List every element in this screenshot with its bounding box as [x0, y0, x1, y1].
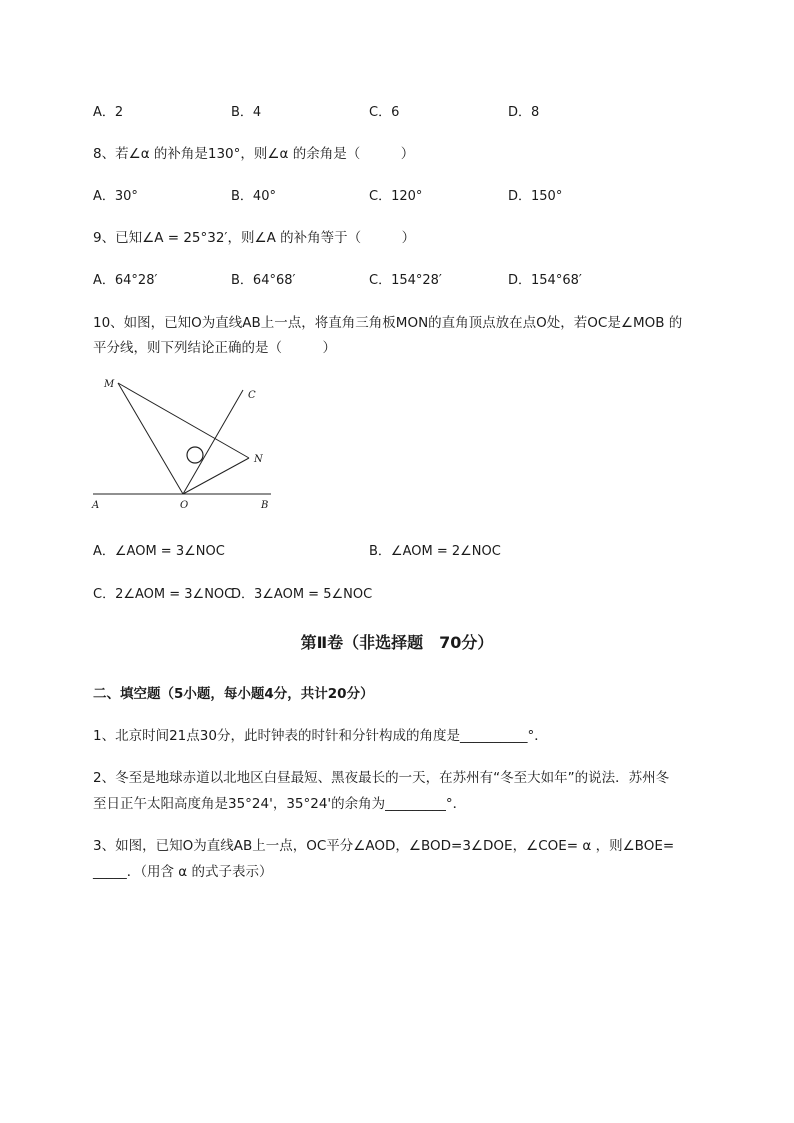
line-mn	[118, 383, 249, 458]
label-m: M	[104, 379, 115, 390]
q10-text-line2: 平分线，则下列结论正确的是（ ）	[93, 340, 336, 356]
q9-option-a: A．64°28′	[93, 273, 158, 288]
q7-option-b: B．4	[231, 105, 262, 120]
q10-option-b: B．∠AOM = 2∠NOC	[369, 544, 501, 559]
q8-option-b: B．40°	[231, 189, 276, 204]
part2-title: 第Ⅱ卷（非选择题 70分）	[300, 633, 494, 652]
fill-q3-line1: 3、如图，已知O为直线AB上一点，OC平分∠AOD，∠BOD=3∠DOE，∠COE= α ，则∠BOE=	[93, 838, 675, 854]
q10-option-a: A．∠AOM = 3∠NOC	[93, 544, 225, 559]
q10-option-c: C．2∠AOM = 3∠NOC	[93, 587, 234, 602]
q10-text-line1: 10、如图，已知O为直线AB上一点，将直角三角板MON的直角顶点放在点O处，若OC是∠MOB 的	[93, 315, 683, 331]
q10-option-d: D．3∠AOM = 5∠NOC	[231, 587, 373, 602]
q7-option-d: D．8	[508, 105, 540, 120]
q7-option-c: C．6	[369, 105, 400, 120]
ray-oc	[183, 390, 243, 494]
q9-text: 9、已知∠A = 25°32′，则∠A 的补角等于（ ）	[93, 230, 416, 246]
q7-option-a: A．2	[93, 105, 124, 120]
label-c: C	[248, 390, 256, 401]
label-b: B	[261, 500, 269, 511]
q10-figure	[85, 375, 285, 515]
fill-q3-line2: _____．（用含 α 的式子表示）	[93, 864, 273, 880]
set-square-hole	[187, 447, 203, 463]
q8-option-c: C．120°	[369, 189, 423, 204]
section2-heading: 二、填空题（5小题，每小题4分，共计20分）	[93, 686, 374, 702]
line-om	[118, 383, 183, 494]
q9-option-b: B．64°68′	[231, 273, 296, 288]
fill-q1: 1、北京时间21点30分，此时钟表的时针和分针构成的角度是__________°．	[93, 728, 548, 744]
q9-option-c: C．154°28′	[369, 273, 442, 288]
q8-text: 8、若∠α 的补角是130°，则∠α 的余角是（ ）	[93, 146, 415, 162]
fill-q2-line2: 至日正午太阳高度角是35°24'，35°24'的余角为_________°．	[93, 796, 467, 812]
q9-option-d: D．154°68′	[508, 273, 582, 288]
label-n: N	[254, 454, 263, 465]
fill-q2-line1: 2、冬至是地球赤道以北地区白昼最短、黑夜最长的一天，在苏州有“冬至大如年”的说法．苏州冬	[93, 770, 670, 786]
label-a: A	[92, 500, 100, 511]
q8-option-a: A．30°	[93, 189, 138, 204]
q8-option-d: D．150°	[508, 189, 563, 204]
label-o: O	[180, 500, 189, 511]
